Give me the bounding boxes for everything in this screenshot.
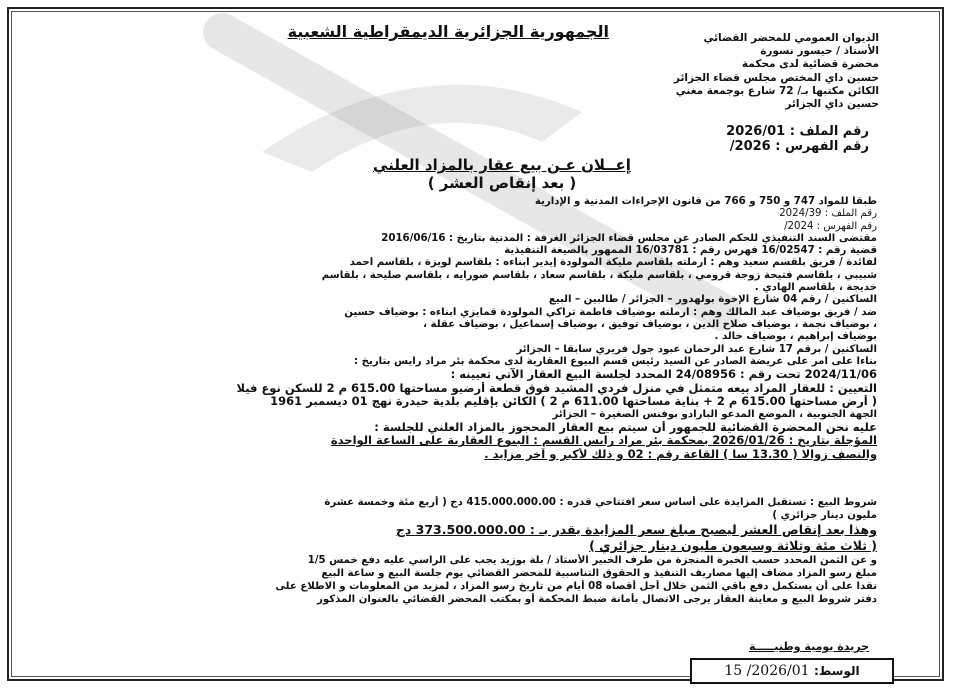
office-line: حسين داي المختص مجلس قضاء الجزائر	[673, 71, 879, 84]
body-line: ( أرض مساحتها 615.00 م 2 + بناية مساحتها 611.00 م 2 ) الكائن بإقليم بلدية حيدرة نهج 01 ديسمبر 1961	[270, 395, 877, 409]
inner-frame	[11, 11, 940, 677]
body-line: ضد / فريق بوضياف عبد المالك وهم : أرملته بوضياف فاطمة تراكي المولودة قمايزي أبناءه : بوضياف حسين	[344, 306, 877, 318]
bailiff-office-block	[649, 32, 879, 111]
index-number: رقم الفهرس : 2026/	[729, 139, 869, 154]
body-line: بناءا على أمر على عريضة الصادر عن السيد رئيس قسم البيوع العقارية لدى محكمة بئر مراد رايس بتاريخ :	[354, 355, 877, 367]
body-line: الساكنين / برقم 17 شارع عبد الرحمان عبود جول فريري سابقا – الجزائر	[516, 343, 877, 355]
file-references	[726, 124, 869, 154]
newspaper-label: جريدة يومية وطنيـــــة	[748, 640, 869, 653]
reduced-price-words: ( ثلاث مئة وثلاثة وسبعون مليون دينار جزائري )	[589, 538, 877, 553]
announcement-heading: إعــلان عـن بيع عقار بالمزاد العلني	[373, 156, 631, 174]
fine-print-line: مبلغ رسو المزاد مضاف إليها مصاريف التنفيذ و الحقوق التناسبية للمحضر القضائي يوم جلسة البيع و ساعة البيع	[321, 568, 877, 579]
announcement-subtitle: ( بعد إنقاص العشر )	[427, 174, 577, 192]
announcement-body	[132, 196, 877, 461]
sale-conditions	[132, 496, 877, 606]
conditions-line: مليون دينار جزائري )	[772, 510, 877, 521]
fine-print-line: دفتر شروط البيع و معاينة العقار يرجى الاتصال بأمانة ضبط المحكمة أو بمكتب المحضر القضائي بالعنوان المذكور	[316, 594, 877, 605]
file-number: رقم الملف : 2026/01	[726, 124, 869, 139]
body-line: ، بوضياف نجمة ، بوضياف صلاح الدين ، بوضياف توفيق ، بوضياف إسماعيل ، بوضياف عقلة ،	[423, 318, 877, 330]
fine-print-line: نقدا على أن يستكمل دفع باقي الثمن خلال أجل أقصاه 08 أيام من تاريخ رسو المزاد ، لمزيد من المعلومات و الاطلاع على	[275, 581, 877, 592]
publication-date-box	[690, 658, 894, 684]
body-line: رقم الفهرس : 2024/	[784, 220, 877, 232]
reduced-price-line: وهذا بعد إنقاص العشر ليصبح مبلغ سعر المزايدة يقدر بـ : 373.500.000.00 دج	[395, 522, 877, 537]
body-line: لفائدة / فريق بلقسم سعيد وهم : أرملته بلقاسم مليكة المولودة إيدير أبناءه : بلقاسم لويزة ، بلقاسم أحمد	[349, 257, 877, 269]
announcement-title	[282, 156, 722, 192]
body-line: الجهة الجنوبية ، الموضع المدعو البارادو بوفنس الصغيرة – الجزائر	[552, 408, 877, 420]
body-line: قضية رقم : 16/02547 فهرس رقم : 16/03781 الممهور بالصيغة التنفيذية	[504, 245, 877, 257]
body-line: شبيبي ، بلقاسم فتيحة زوجة قرومي ، بلقاسم مليكة ، بلقاسم سعاد ، بلقاسم صورايه ، بلقاسم صليحة ، بلقاسم	[321, 269, 877, 281]
body-line: الساكنين / رقم 04 شارع الإخوة بولهدور – الجزائر / طالبين – البيع	[548, 294, 877, 306]
body-line: طبقا للمواد 747 و 750 و 766 من قانون الإجراءات المدنية و الإدارية	[534, 196, 877, 207]
office-line: الديوان العمومي للمحضر القضائي	[703, 32, 879, 44]
office-line: الكائن مكتبها بـ/ 72 شارع بوجمعة مغني	[675, 84, 879, 97]
body-line: عليه نحن المحضرة القضائية للجمهور أن سيتم بيع العقار المحجوز بالمزاد العلني للجلسة :	[374, 420, 877, 434]
conditions-line: شروط البيع : تستقبل المزايدة على أساس سعر افتتاحي قدره : 415.000.000.00 دج ( أربع مئة وخمسة عشرة	[324, 497, 877, 508]
body-line: خديجة ، بلقاسم الهادي .	[754, 282, 877, 294]
fine-print-line: و عن الثمن المحدد حسب الخبرة المنجزة من طرف الخبير الأستاذ / بلة بوزيد يجب على الراسي عليه دفع خمس 1/5	[307, 555, 877, 566]
office-line: محضرة قضائية لدى محكمة	[741, 58, 879, 71]
body-line: رقم الملف : 2024/39	[779, 208, 877, 220]
body-line: 2024/11/06 تحت رقم : 24/08956 المحدد لجلسة البيع العقار الآتي تعيينه :	[450, 368, 877, 382]
newspaper-name: الوسط:	[814, 664, 860, 678]
sale-date-line: المؤجلة بتاريخ : 2026/01/26 بمحكمة بئر مراد رايس القسم : البيوع العقارية على الساعة الواحدة	[330, 434, 877, 448]
body-line: بوضياف إبراهيم ، بوضياف خالد .	[714, 331, 877, 343]
office-line: الأستاذ / حيسور نسورة	[760, 45, 879, 58]
office-line: حسين داي الجزائر	[785, 98, 879, 111]
body-line: التعيين : للعقار المراد بيعه متمثل في منزل فردي المشيد فوق قطعة أرضيو مساحتها 615.00 م 2 للسكن نوع فيلا	[236, 381, 877, 395]
publication-date: 2026/01/ 15	[724, 663, 810, 679]
sale-time-line: والنصف زوالا ( 13.30 سا ) القاعة رقم : 02 و ذلك لأكبر و آخر مزايد .	[484, 447, 877, 461]
republic-heading: الجمهورية الجزائرية الديمقراطية الشعبية	[287, 22, 609, 41]
body-line: مقتضى السند التنفيذي للحكم الصادر عن مجلس قضاء الجزائر الغرفة : المدنية بتاريخ : 2016/06/16	[381, 232, 877, 244]
